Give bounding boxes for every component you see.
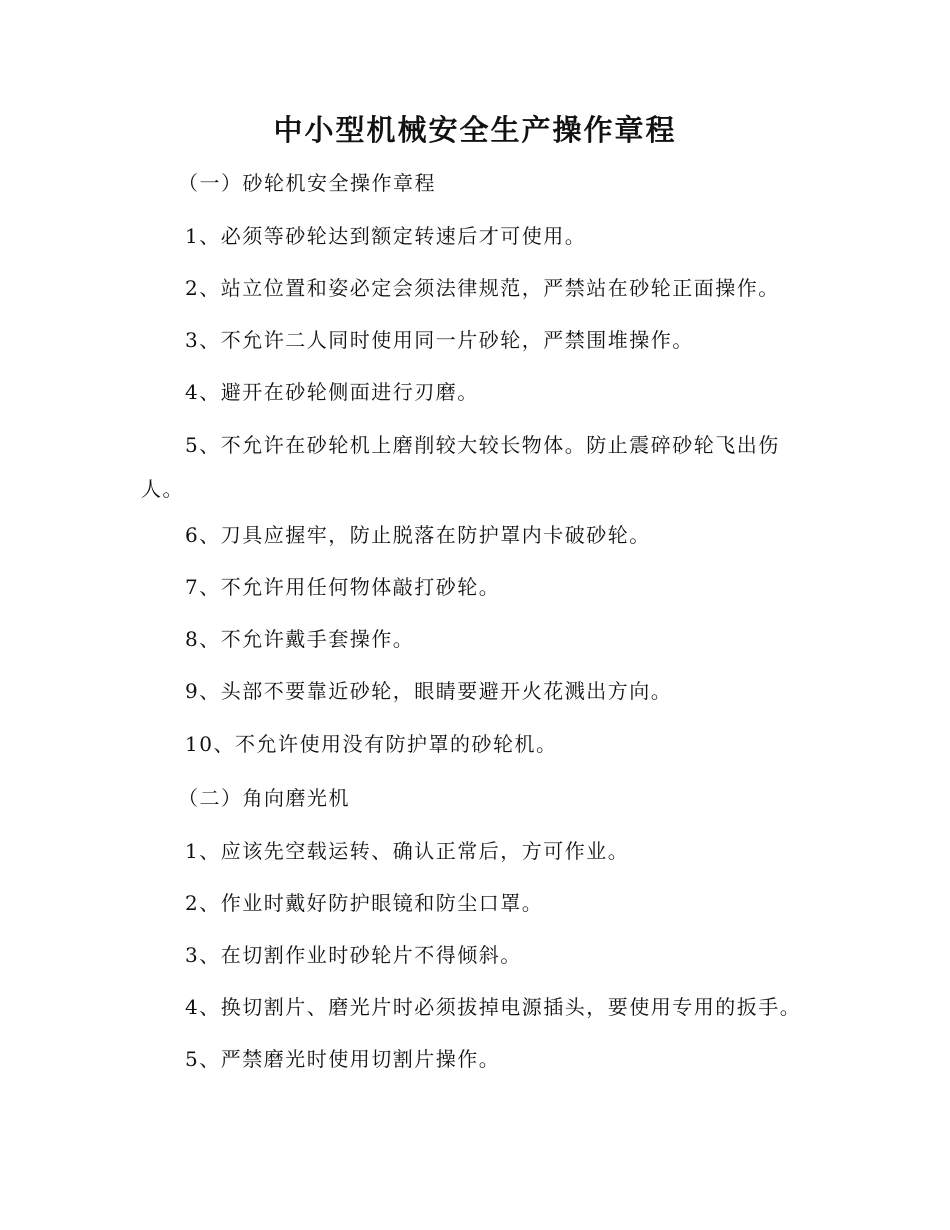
list-item: 2、站立位置和姿必定会须法律规范，严禁站在砂轮正面操作。 <box>185 276 780 300</box>
list-item: 2、作业时戴好防护眼镜和防尘口罩。 <box>185 891 544 915</box>
list-item: 4、换切割片、磨光片时必须拔掉电源插头，要使用专用的扳手。 <box>185 995 802 1019</box>
list-item: 8、不允许戴手套操作。 <box>185 627 415 651</box>
list-item: 3、不允许二人同时使用同一片砂轮，严禁围堆操作。 <box>185 328 694 352</box>
list-item: 7、不允许用任何物体敲打砂轮。 <box>185 575 501 599</box>
list-item: 4、避开在砂轮侧面进行刃磨。 <box>185 380 479 404</box>
list-item: 3、在切割作业时砂轮片不得倾斜。 <box>185 943 522 967</box>
document-title: 中小型机械安全生产操作章程 <box>273 113 677 147</box>
list-item: 9、头部不要靠近砂轮，眼睛要避开火花溅出方向。 <box>185 679 673 703</box>
section-heading: （一）砂轮机安全操作章程 <box>178 171 436 195</box>
section-heading: （二）角向磨光机 <box>178 786 350 810</box>
list-item: 1、必须等砂轮达到额定转速后才可使用。 <box>185 224 587 248</box>
list-item: 10、不允许使用没有防护罩的砂轮机。 <box>185 732 558 756</box>
list-item: 1、应该先空载运转、确认正常后，方可作业。 <box>185 839 630 863</box>
list-item: 5、严禁磨光时使用切割片操作。 <box>185 1047 501 1071</box>
list-item: 5、不允许在砂轮机上磨削较大较长物体。防止震碎砂轮飞出伤人。 <box>141 433 780 501</box>
list-item: 6、刀具应握牢，防止脱落在防护罩内卡破砂轮。 <box>185 523 651 547</box>
